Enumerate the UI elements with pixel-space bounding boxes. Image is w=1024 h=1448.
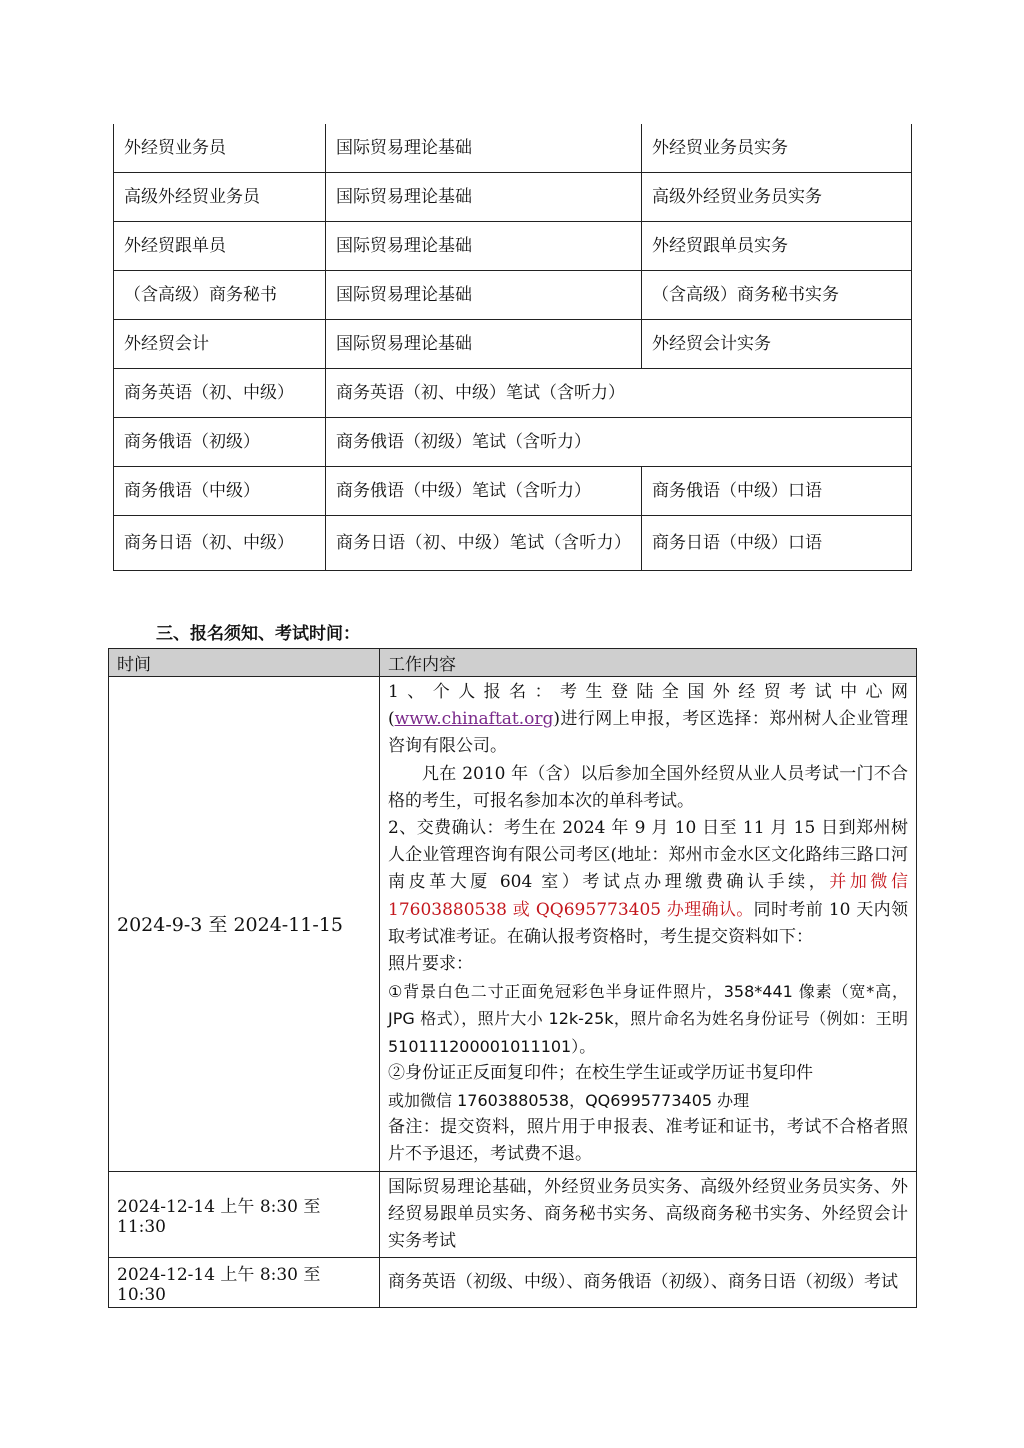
id-requirement: ②身份证正反面复印件；在校生学生证或学历证书复印件 — [388, 1062, 813, 1083]
table-row — [109, 1171, 917, 1258]
content-cell: 商务英语（初级、中级）、商务俄语（初级）、商务日语（初级）考试 — [380, 1258, 917, 1308]
table-row — [114, 320, 912, 369]
cell: （含高级）商务秘书实务 — [642, 271, 912, 320]
text: 2、交费确认：考生在 2024 年 9 月 10 日至 11 月 15 日到郑州树人企业管理咨询有限公司考区(地址：郑州市金水区文化路纬三路口河南皮革大厦 604 室）考试点办理缴费确认手续， — [388, 818, 908, 893]
cell: 商务俄语（初级）笔试（含听力） — [326, 418, 912, 467]
table-row — [114, 124, 912, 173]
cell: 外经贸业务员实务 — [642, 124, 912, 173]
cell: （含高级）商务秘书 — [114, 271, 326, 320]
photo-heading: 照片要求： — [388, 954, 473, 975]
table-row — [114, 369, 912, 418]
cell: 高级外经贸业务员实务 — [642, 173, 912, 222]
cell: 商务英语（初、中级） — [114, 369, 326, 418]
column-header: 时间 — [109, 649, 380, 677]
cell: 国际贸易理论基础 — [326, 222, 642, 271]
table-row — [109, 1258, 917, 1308]
content-cell: 国际贸易理论基础，外经贸业务员实务、高级外经贸业务员实务、外经贸易跟单员实务、商务秘书实务、高级商务秘书实务、外经贸会计实务考试 — [380, 1171, 917, 1258]
column-header: 工作内容 — [380, 649, 917, 677]
cell: 商务俄语（初级） — [114, 418, 326, 467]
cell: 商务日语（初、中级） — [114, 516, 326, 571]
cell: 国际贸易理论基础 — [326, 173, 642, 222]
cell: 商务日语（初、中级）笔试（含听力） — [326, 516, 642, 571]
remark: 备注：提交资料，照片用于申报表、准考证和证书，考试不合格者照片不予退还，考试费不退。 — [388, 1117, 908, 1165]
cell: 外经贸会计 — [114, 320, 326, 369]
table-row — [114, 173, 912, 222]
subjects-table — [113, 124, 912, 571]
photo-requirement: ①背景白色二寸正面免冠彩色半身证件照片，358*441 像素（宽*高，JPG 格式），照片大小 12k-25k，照片命名为姓名身份证号（例如：王明 510111200001011101）。 — [388, 982, 908, 1056]
website-link[interactable]: www.chinaftat.org — [394, 709, 554, 730]
eligibility-paragraph: 凡在 2010 年（含）以后参加全国外经贸从业人员考试一门不合格的考生，可报名参加本次的单科考试。 — [388, 763, 908, 811]
text: 同时考前 10 天内领取考试准考证。在确认报考资格时，考生提交资料如下： — [388, 899, 908, 947]
cell: 商务俄语（中级）笔试（含听力） — [326, 467, 642, 516]
section-heading: 三、报名须知、考试时间： — [156, 624, 360, 644]
table-row — [114, 418, 912, 467]
cell: 外经贸会计实务 — [642, 320, 912, 369]
cell: 商务英语（初、中级）笔试（含听力） — [326, 369, 912, 418]
time-cell: 2024-12-14 上午 8:30 至 10:30 — [109, 1258, 380, 1308]
highlight-text: 并加微信 17603880538 或 QQ695773405 办理确认。 — [388, 872, 908, 920]
time-cell: 2024-12-14 上午 8:30 至 11:30 — [109, 1171, 380, 1258]
cell: 商务日语（中级）口语 — [642, 516, 912, 571]
schedule-table — [108, 648, 917, 1308]
cell: 商务俄语（中级）口语 — [642, 467, 912, 516]
table-row — [114, 467, 912, 516]
cell: 外经贸业务员 — [114, 124, 326, 173]
cell: 外经贸跟单员实务 — [642, 222, 912, 271]
registration-paragraph: 1、个人报名：考生登陆全国外经贸考试中心网(www.chinaftat.org)进行网上申报，考区选择：郑州树人企业管理咨询有限公司。 — [388, 682, 908, 757]
table-row — [114, 271, 912, 320]
content-cell — [380, 677, 917, 1172]
cell: 高级外经贸业务员 — [114, 173, 326, 222]
text: 1、个人报名：考生登陆全国外经贸考试中心网 — [388, 682, 908, 702]
text: 进行网上申报，考区选择：郑州树人企业管理咨询有限公司。 — [388, 709, 908, 757]
table-header-row — [109, 649, 917, 677]
table-row — [114, 222, 912, 271]
payment-paragraph — [388, 815, 908, 951]
contact-line: 或加微信 17603880538，QQ6995773405 办理 — [388, 1091, 750, 1111]
table-row — [109, 677, 917, 1172]
cell: 商务俄语（中级） — [114, 467, 326, 516]
cell: 国际贸易理论基础 — [326, 320, 642, 369]
time-cell: 2024-9-3 至 2024-11-15 — [109, 677, 380, 1172]
cell: 外经贸跟单员 — [114, 222, 326, 271]
cell: 国际贸易理论基础 — [326, 271, 642, 320]
table-row — [114, 516, 912, 571]
cell: 国际贸易理论基础 — [326, 124, 642, 173]
